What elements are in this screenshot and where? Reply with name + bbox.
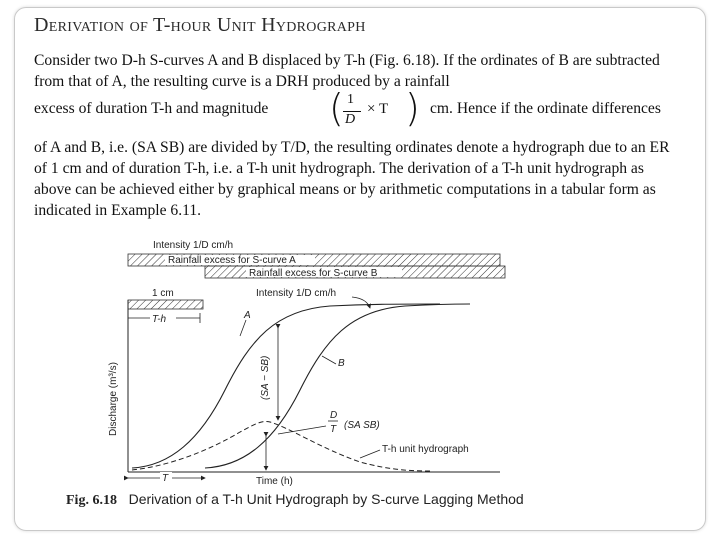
figure-caption [66, 491, 524, 509]
one-cm-label: 1 cm [152, 288, 174, 299]
fraction-line-before: excess of duration T-h and magnitude [34, 100, 269, 117]
intensity-b-arrow [352, 297, 370, 308]
d-over-t-leader [278, 426, 326, 434]
t-label: T [162, 473, 169, 484]
s-curve-b-label: B [338, 358, 345, 369]
right-paren: ) [405, 86, 420, 130]
d-over-t-denominator: T [330, 424, 337, 435]
s-curve-a-leader [240, 320, 246, 336]
left-paren: ( [329, 86, 344, 130]
d-over-t-sa-sb: (SA SB) [344, 420, 380, 431]
s-curve-b-leader [322, 356, 336, 364]
s-curve-a-label: A [244, 310, 251, 321]
rainfall-b-label: Rainfall excess for S-curve B [249, 268, 378, 279]
slide-title: Derivation of T-hour Unit Hydrograph [34, 14, 366, 36]
y-axis-label: Discharge (m³/s) [108, 362, 119, 436]
unit-hydrograph-label: T-h unit hydrograph [382, 444, 469, 455]
paragraph-1: Consider two D-h S-curves A and B displaced by T-h (Fig. 6.18). If the ordinates of B are subtracted from that of A, the resulting curve is a DRH produced by a rainfall [34, 52, 660, 90]
fraction-line-after: cm. Hence if the ordinate differences [430, 100, 661, 117]
fraction-times-t: × T [367, 101, 389, 117]
th-label: T-h [152, 314, 167, 325]
intensity-top-label: Intensity 1/D cm/h [153, 240, 234, 251]
intensity-b-label: Intensity 1/D cm/h [256, 288, 337, 299]
fraction-numerator: 1 [347, 92, 354, 107]
unit-hydrograph-leader [360, 450, 380, 458]
sa-sb-label: (SA − SB) [260, 355, 271, 400]
one-cm-bar [128, 300, 203, 309]
rainfall-a-label: Rainfall excess for S-curve A [168, 255, 296, 266]
fraction-denominator: D [345, 112, 356, 127]
d-over-t-numerator: D [330, 410, 338, 421]
figure-number: Fig. 6.18 [66, 493, 117, 508]
paragraph-2: of A and B, i.e. (SA SB) are divided by T/D, the resulting ordinates denote a hydrograph due to an ER of 1 cm and of duration T-h, i.e. a T-h unit hydrograph. The derivation of a T-h unit hydrograph as above can be achieved either by graphical means or by arithmetic computations in a tabular form as indicated in Example 6.11. [34, 139, 670, 219]
x-axis-label: Time (h) [256, 476, 293, 487]
figure-caption-text: Derivation of a T-h Unit Hydrograph by S-curve Lagging Method [128, 491, 524, 507]
